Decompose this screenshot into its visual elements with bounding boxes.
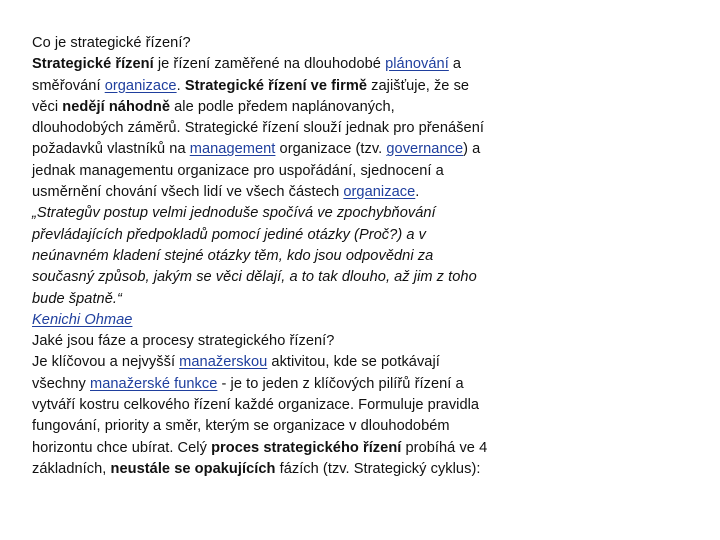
text-segment: požadavků vlastníků na	[32, 141, 190, 158]
text-segment: zajišťuje, že se	[367, 77, 470, 94]
text-segment: probíhá ve 4	[401, 439, 488, 456]
bold-text: nedějí náhodně	[62, 98, 170, 115]
text-line	[32, 374, 592, 395]
hyperlink[interactable]: Kenichi Ohmae	[32, 311, 133, 328]
hyperlink[interactable]: governance	[386, 141, 464, 158]
bold-text: proces strategického řízení	[211, 439, 402, 456]
text-segment: horizontu chce ubírat. Celý	[32, 439, 212, 456]
text-line	[32, 416, 592, 437]
text-line	[32, 161, 592, 182]
text-segment: věci	[32, 98, 63, 115]
italic-text: „Strategův postup velmi jednoduše spočívá ve zpochybňování	[32, 205, 436, 222]
text-line	[32, 310, 592, 331]
italic-text: současný způsob, jakým se věci dělají, a to tak dlouho, až jim z toho	[32, 269, 477, 286]
text-line	[32, 97, 592, 118]
text-line	[32, 118, 592, 139]
text-line	[32, 54, 592, 75]
text-line	[32, 225, 592, 246]
hyperlink[interactable]: plánování	[385, 56, 449, 73]
text-line	[32, 246, 592, 267]
text-segment: Jaké jsou fáze a procesy strategického řízení?	[32, 333, 335, 350]
text-segment: ale podle předem naplánovaných,	[170, 98, 395, 115]
text-segment: fázích (tzv. Strategický cyklus):	[275, 460, 481, 477]
text-line	[32, 139, 592, 160]
bold-text: Strategické řízení	[32, 56, 154, 73]
hyperlink[interactable]: management	[189, 141, 276, 158]
text-line	[32, 267, 592, 288]
italic-text: převládajících předpokladů pomocí jediné otázky (Proč?) a v	[32, 226, 426, 243]
text-segment: a	[448, 56, 462, 73]
text-segment: fungování, priority a směr, kterým se organizace v dlouhodobém	[32, 418, 450, 435]
document-text	[32, 33, 592, 480]
text-line	[32, 33, 592, 54]
text-segment: ) a	[463, 141, 481, 158]
bold-text: neustále se opakujících	[110, 460, 276, 477]
text-segment: směřování	[32, 77, 105, 94]
hyperlink[interactable]: manažerskou	[179, 354, 268, 371]
hyperlink[interactable]: organizace	[104, 77, 177, 94]
hyperlink[interactable]: manažerské funkce	[90, 375, 218, 392]
text-segment: .	[176, 77, 185, 94]
text-line	[32, 289, 592, 310]
italic-text: bude špatně.“	[32, 290, 122, 307]
text-segment: vytváří kostru celkového řízení každé organizace. Formuluje pravidla	[32, 397, 480, 414]
text-line	[32, 438, 592, 459]
text-segment: Je klíčovou a nejvyšší	[32, 354, 180, 371]
text-line	[32, 182, 592, 203]
text-line	[32, 203, 592, 224]
italic-text: neúnavném kladení stejné otázky těm, kdo jsou odpovědni za	[32, 247, 434, 264]
bold-text: Strategické řízení ve firmě	[184, 77, 368, 94]
text-segment: .	[415, 184, 420, 201]
text-segment: Co je strategické řízení?	[32, 35, 191, 51]
text-segment: všechny	[32, 375, 90, 392]
text-line	[32, 331, 592, 352]
text-segment: základních,	[32, 460, 111, 477]
text-line	[32, 76, 592, 97]
text-segment: jednak managementu organizace pro uspořádání, sjednocení a	[32, 162, 444, 179]
hyperlink[interactable]: organizace	[343, 184, 416, 201]
text-segment: aktivitou, kde se potkávají	[267, 354, 440, 371]
text-segment: dlouhodobých záměrů. Strategické řízení slouží jednak pro přenášení	[32, 120, 484, 137]
text-line	[32, 459, 592, 480]
text-line	[32, 352, 592, 373]
text-segment: - je to jeden z klíčových pilířů řízení a	[217, 375, 464, 392]
text-segment: organizace (tzv.	[275, 141, 387, 158]
text-segment: usměrnění chování všech lidí ve všech částech	[32, 184, 344, 201]
text-segment: je řízení zaměřené na dlouhodobé	[153, 56, 386, 73]
text-line	[32, 395, 592, 416]
